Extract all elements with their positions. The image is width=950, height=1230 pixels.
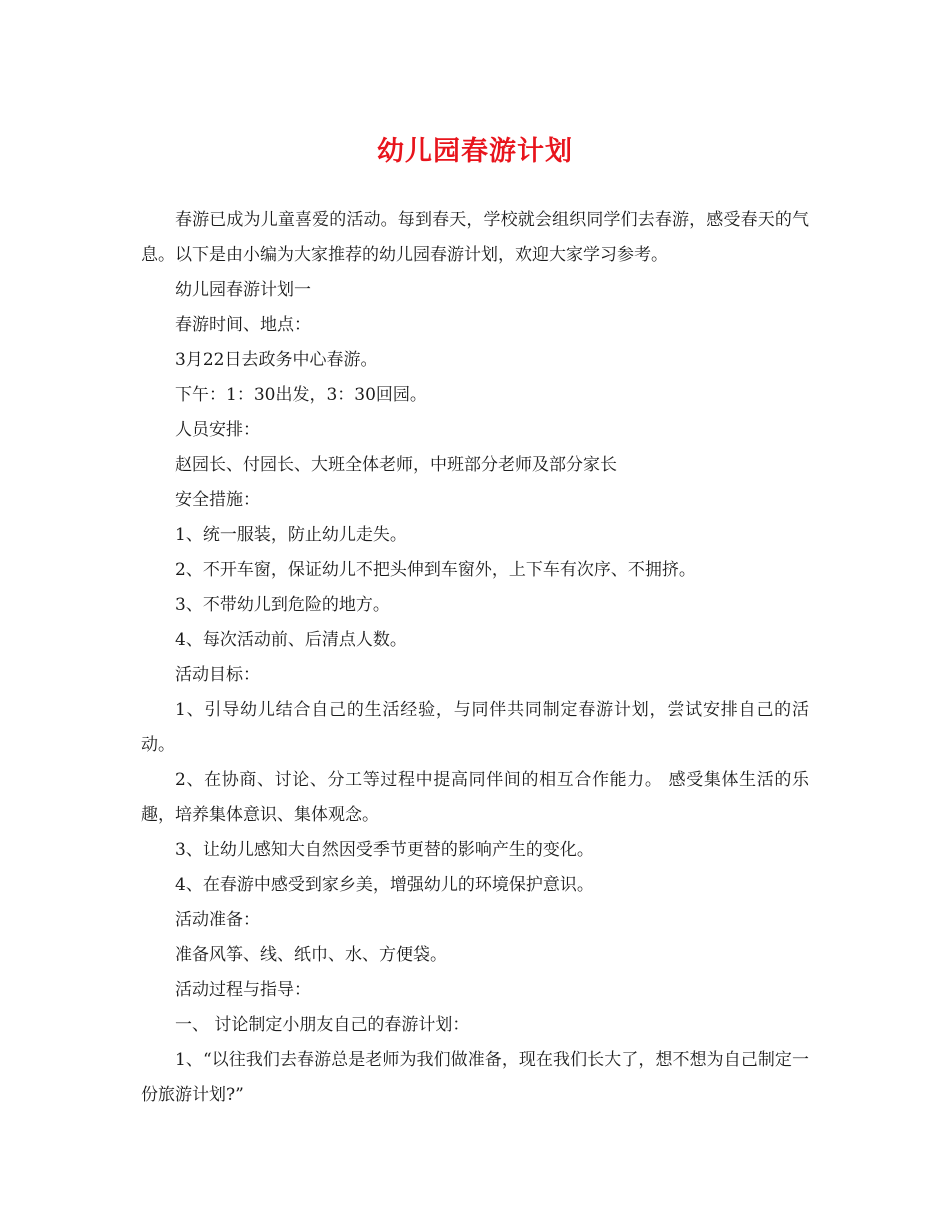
paragraph-goals-label: 活动目标： bbox=[175, 665, 260, 685]
paragraph-safety-1: 1、统一服装，防止幼儿走失。 bbox=[175, 525, 407, 545]
paragraph-prep: 准备风筝、线、纸巾、水、方便袋。 bbox=[175, 945, 447, 965]
paragraph-staff: 赵园长、付园长、大班全体老师，中班部分老师及部分家长 bbox=[175, 455, 617, 475]
paragraph-process-1: 一、 讨论制定小朋友自己的春游计划： bbox=[175, 1015, 470, 1035]
paragraph-safety-4: 4、每次活动前、后清点人数。 bbox=[175, 630, 407, 650]
paragraph-process-label: 活动过程与指导： bbox=[175, 980, 311, 1000]
paragraph-goal-3: 3、让幼儿感知大自然因受季节更替的影响产生的变化。 bbox=[175, 840, 594, 860]
paragraph-safety-label: 安全措施： bbox=[175, 490, 260, 510]
paragraph-time-place-label: 春游时间、地点： bbox=[175, 315, 311, 335]
paragraph-goal-2: 2、在协商、讨论、分工等过程中提高同伴间的相互合作能力。 感受集体生活的乐趣，培养集体意识、集体观念。 bbox=[141, 770, 809, 825]
paragraph-date: 3月22日去政务中心春游。 bbox=[175, 350, 378, 370]
paragraph-process-1-1: 1、“以往我们去春游总是老师为我们做准备，现在我们长大了，想不想为自己制定一份旅游计划?” bbox=[141, 1050, 809, 1105]
paragraph-schedule: 下午：1：30出发，3：30回园。 bbox=[175, 385, 427, 405]
paragraph-goal-1: 1、引导幼儿结合自己的生活经验，与同伴共同制定春游计划，尝试安排自己的活动。 bbox=[141, 700, 809, 755]
paragraph-plan-heading: 幼儿园春游计划一 bbox=[175, 280, 311, 300]
paragraph-intro: 春游已成为儿童喜爱的活动。每到春天，学校就会组织同学们去春游，感受春天的气息。以下是由小编为大家推荐的幼儿园春游计划，欢迎大家学习参考。 bbox=[141, 210, 809, 265]
paragraph-staff-label: 人员安排： bbox=[175, 420, 260, 440]
document-body bbox=[141, 203, 809, 1113]
document-title: 幼儿园春游计划 bbox=[377, 136, 573, 167]
paragraph-prep-label: 活动准备： bbox=[175, 910, 260, 930]
paragraph-goal-4: 4、在春游中感受到家乡美，增强幼儿的环境保护意识。 bbox=[175, 875, 594, 895]
paragraph-safety-3: 3、不带幼儿到危险的地方。 bbox=[175, 595, 390, 615]
paragraph-safety-2: 2、不开车窗，保证幼儿不把头伸到车窗外，上下车有次序、不拥挤。 bbox=[175, 560, 696, 580]
